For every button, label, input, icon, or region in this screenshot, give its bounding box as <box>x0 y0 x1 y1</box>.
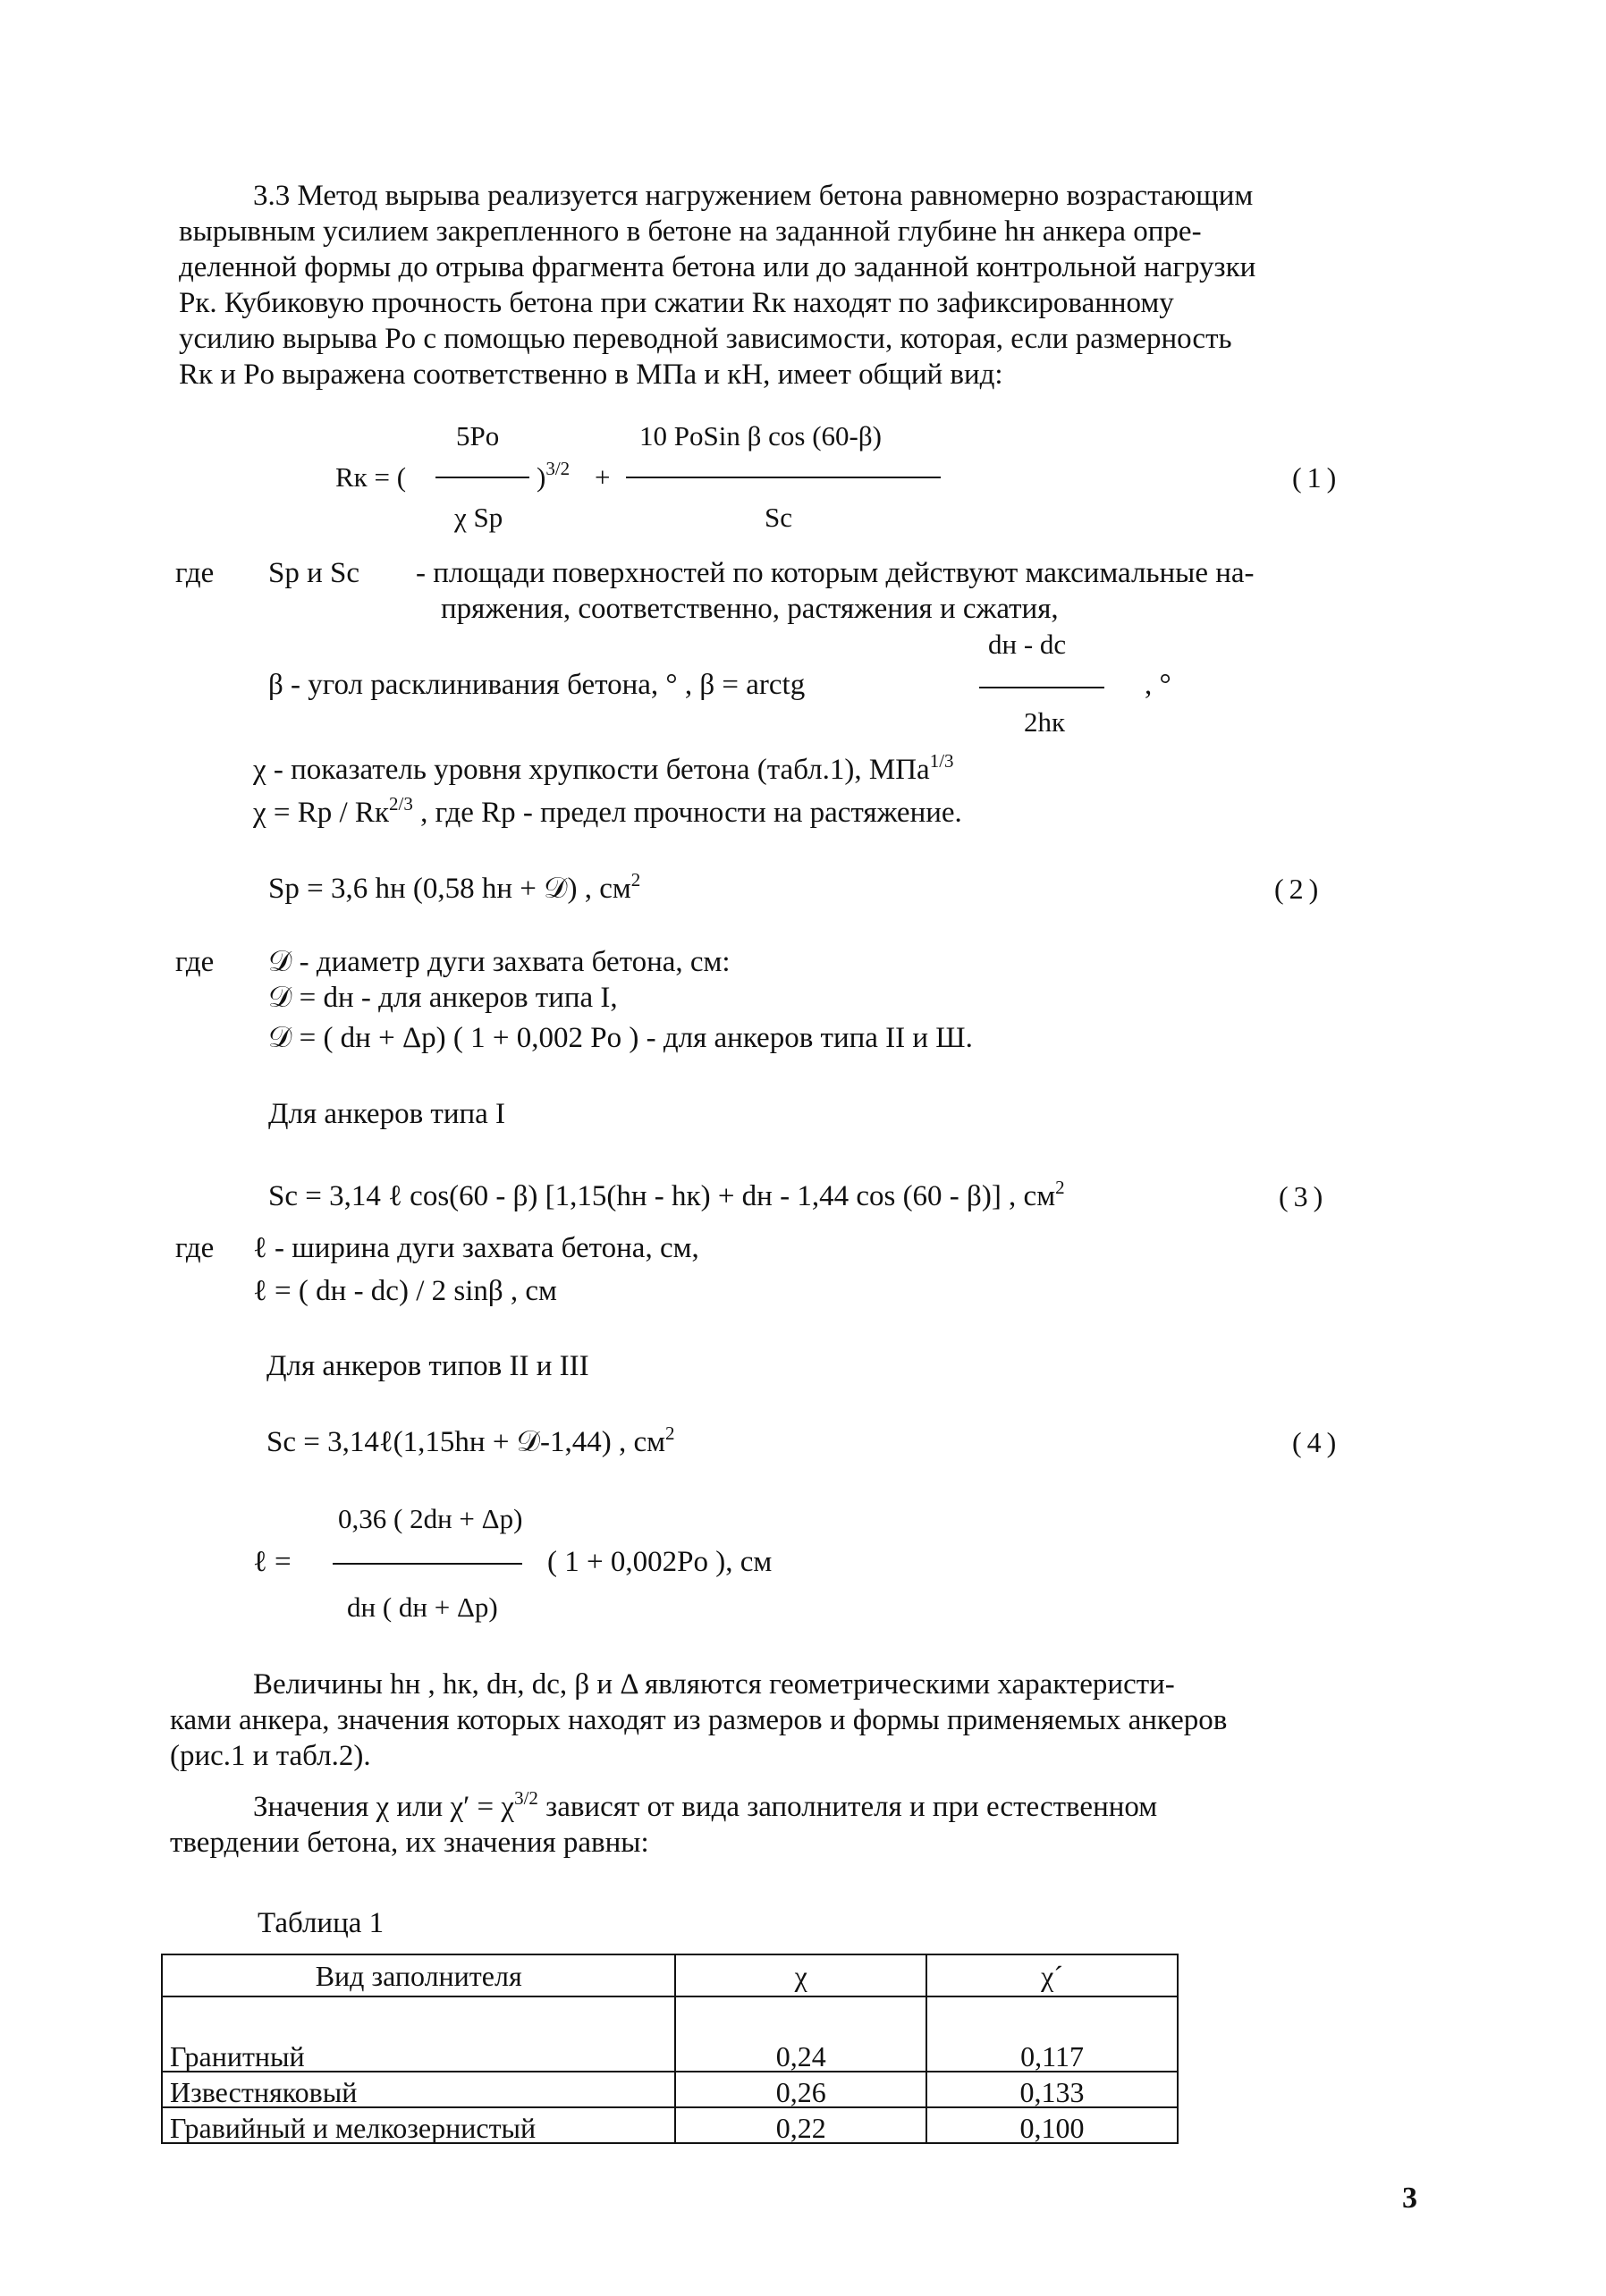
table-header-cell: χ <box>675 1954 926 1996</box>
where-label: где <box>175 946 215 978</box>
where2-line-2: 𝒟 = dн - для анкеров типа I, <box>268 982 618 1014</box>
table-row <box>162 2072 1178 2107</box>
beta-degree: , ° <box>1145 669 1171 701</box>
eq4-number: (4) <box>1292 1426 1342 1458</box>
aggregate-table <box>161 1954 1179 2144</box>
beta-fraction-bar <box>979 687 1104 688</box>
eq2-formula: Sp = 3,6 hн (0,58 hн + 𝒟) , $см^2$ <box>268 869 641 905</box>
eq4-formula: Sc = 3,14ℓ(1,15hн + 𝒟-1,44) , $см^2$ <box>266 1422 675 1458</box>
heading-types-2-3: Для анкеров типов II и III <box>266 1350 589 1382</box>
eq1-number: (1) <box>1292 461 1342 494</box>
table-caption: Таблица 1 <box>258 1907 385 1939</box>
table-header-row <box>162 1954 1178 1996</box>
eq5-fraction-bar <box>333 1563 522 1565</box>
eq1-lhs: Rк = ( <box>335 461 407 493</box>
eq1-fraction-bar-1 <box>435 477 529 478</box>
where2-line-3: 𝒟 = ( dн + Δp) ( 1 + 0,002 Po ) - для анкеров типа II и Ш. <box>268 1022 973 1054</box>
where-label: где <box>175 557 215 589</box>
table-cell: 0,133 <box>926 2072 1178 2107</box>
eq1-numerator-2: 10 PoSin β cos (60-β) <box>639 420 882 452</box>
eq2-number: (2) <box>1274 873 1324 905</box>
eq5-denominator: dн ( dн + Δp) <box>347 1591 498 1623</box>
where3-line-1: ℓ - ширина дуги захвата бетона, см, <box>253 1232 699 1264</box>
eq5-numerator: 0,36 ( 2dн + Δp) <box>338 1503 523 1534</box>
eq1-denominator-1: χ Sp <box>454 502 503 533</box>
table-cell: 0,22 <box>675 2107 926 2143</box>
eq1-fraction-bar-2 <box>626 477 941 478</box>
table-row <box>162 1996 1178 2072</box>
intro-line: Rк и Po выражена соответственно в МПа и кН, имеет общий вид: <box>179 359 1003 391</box>
beta-definition: β - угол расклинивания бетона, ° , β = arctg <box>268 669 806 701</box>
chi-definition: χ - показатель уровня хрупкости бетона (табл.1), МПа$^{1/3}$ <box>253 750 954 786</box>
eq1-plus: + <box>595 461 611 493</box>
intro-line: усилию вырыва Po с помощью переводной зависимости, которая, если размерность <box>179 323 1232 355</box>
where1-text-1: - площади поверхностей по которым действуют максимальные на- <box>416 557 1255 589</box>
table-cell: Гранитный <box>162 1996 675 2072</box>
page-number: 3 <box>1402 2182 1417 2215</box>
eq3-formula: Sc = 3,14 ℓ cos(60 - β) [1,15(hн - hк) + dн - 1,44 cos (60 - β)] , $см^2$ <box>268 1177 1065 1212</box>
paragraph-line: Величины hн , hк, dн, dc, β и Δ являются геометрическими характеристи- <box>253 1668 1175 1701</box>
eq1-power: )$^{3/2}$ <box>537 458 571 493</box>
beta-numerator: dн - dc <box>988 629 1067 660</box>
where2-line-1: 𝒟 - диаметр дуги захвата бетона, см: <box>268 946 731 978</box>
paragraph-line: твердении бетона, их значения равны: <box>170 1827 649 1859</box>
eq5-lhs: ℓ = <box>253 1546 292 1578</box>
table-cell: 0,100 <box>926 2107 1178 2143</box>
where3-line-2: ℓ = ( dн - dc) / 2 sinβ , см <box>253 1275 557 1307</box>
intro-line: вырывным усилием закрепленного в бетоне на заданной глубине hн анкера опре- <box>179 215 1202 248</box>
heading-type-1: Для анкеров типа I <box>268 1098 506 1130</box>
intro-line: 3.3 Метод вырыва реализуется нагружением бетона равномерно возрастающим <box>253 180 1254 212</box>
where-label: где <box>175 1232 215 1264</box>
paragraph-line: (рис.1 и табл.2). <box>170 1740 371 1772</box>
paragraph-line: ками анкера, значения которых находят из размеров и формы применяемых анкеров <box>170 1704 1228 1736</box>
intro-line: деленной формы до отрыва фрагмента бетона или до заданной контрольной нагрузки <box>179 251 1256 283</box>
paragraph-line: Значения χ или $\chi' = \chi^{3/2}$ зависят от вида заполнителя и при естественном <box>253 1787 1158 1823</box>
where1-text-2: пряжения, соответственно, растяжения и сжатия, <box>441 593 1059 625</box>
beta-denominator: 2hк <box>1024 706 1066 738</box>
eq3-number: (3) <box>1279 1180 1329 1212</box>
intro-line: Pк. Кубиковую прочность бетона при сжатии Rк находят по зафиксированному <box>179 287 1174 319</box>
where1-symbols: Sp и Sc <box>268 557 360 589</box>
table-cell: 0,26 <box>675 2072 926 2107</box>
table-cell: Гравийный и мелкозернистый <box>162 2107 675 2143</box>
eq5-rhs: ( 1 + 0,002Po ), см <box>547 1546 773 1578</box>
table-header-cell: χ´ <box>926 1954 1178 1996</box>
table-cell: 0,24 <box>675 1996 926 2072</box>
chi-formula: $\chi = Rp / Rк^{2/3}$ , где Rp - предел прочности на растяжение. <box>253 793 962 829</box>
table-header-cell: Вид заполнителя <box>162 1954 675 1996</box>
table-cell: 0,117 <box>926 1996 1178 2072</box>
eq1-denominator-2: Sc <box>765 502 792 533</box>
table-row <box>162 2107 1178 2143</box>
eq1-numerator-1: 5Po <box>456 420 500 452</box>
table-cell: Известняковый <box>162 2072 675 2107</box>
